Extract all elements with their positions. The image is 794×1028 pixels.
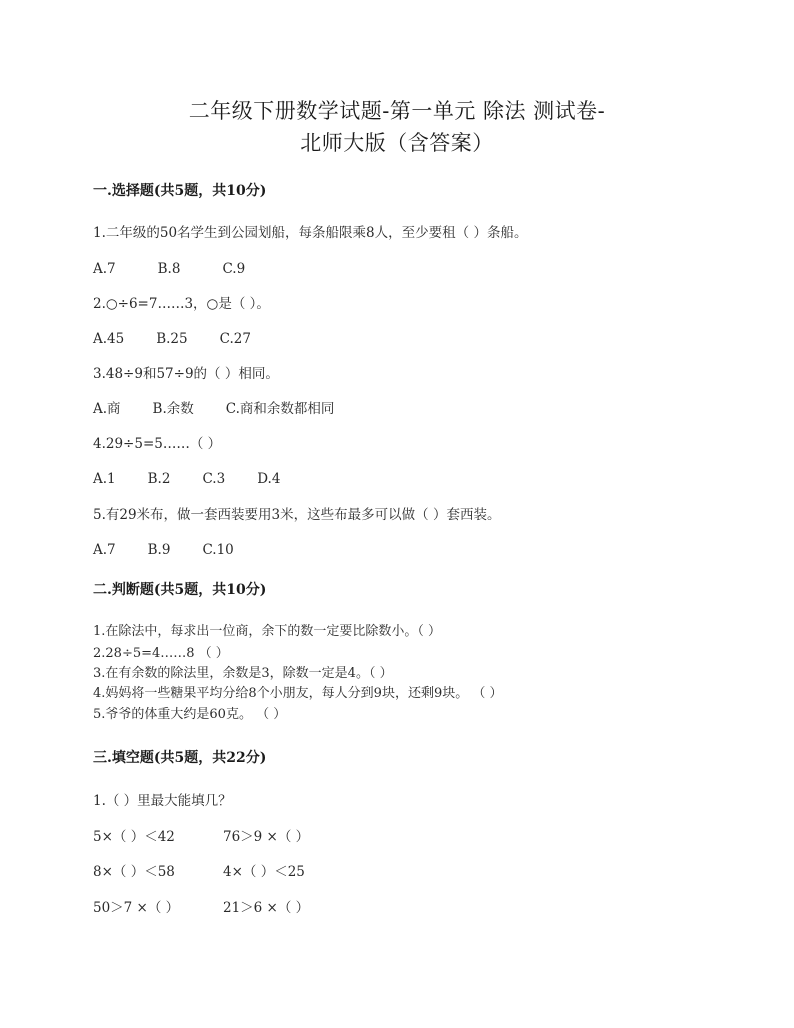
option: A.45: [93, 331, 125, 347]
option: C.9: [222, 261, 246, 277]
question-4-options: [93, 469, 280, 489]
section1-heading: 一.选择题(共5题，共10分): [93, 183, 267, 199]
fill-blank: 76＞9 ×（ ）: [223, 829, 310, 845]
option: B.2: [147, 471, 171, 487]
question-5: 5.有29米布，做一套西装要用3米，这些布最多可以做（ ）套西装。: [93, 507, 501, 523]
option: A.商: [93, 401, 121, 417]
option: A.1: [93, 471, 116, 487]
option: D.4: [257, 471, 281, 487]
question-2: 2.○÷6=7……3，○是（ ）。: [93, 296, 270, 312]
option: B.9: [147, 542, 171, 558]
option: B.余数: [152, 401, 194, 417]
option: C.10: [202, 542, 234, 558]
section2-heading: 二.判断题(共5题，共10分): [93, 582, 267, 598]
fill-row-3: [93, 898, 309, 918]
option: C.3: [202, 471, 226, 487]
question-5-options: [93, 540, 234, 560]
fill-row-1: [93, 827, 309, 847]
judge-item-2: 2.28÷5=4……8 （ ）: [93, 646, 229, 661]
fill-blank: 8×（ ）＜58: [93, 864, 175, 880]
judge-item-5: 5.爷爷的体重大约是60克。 （ ）: [93, 707, 287, 722]
fill-row-2: [93, 862, 305, 882]
question-4: 4.29÷5=5……（ ）: [93, 436, 222, 452]
fill-blank: 5×（ ）＜42: [93, 829, 175, 845]
judge-item-1: 1.在除法中，每求出一位商，余下的数一定要比除数小。（ ）: [93, 624, 442, 639]
page-title-line2: 北师大版（含答案）: [300, 131, 494, 155]
question-1: 1.二年级的50名学生到公园划船，每条船限乘8人，至少要租（ ）条船。: [93, 225, 528, 241]
option: B.25: [156, 331, 188, 347]
option: C.商和余数都相同: [225, 401, 335, 417]
fill-blank: 4×（ ）＜25: [223, 864, 305, 880]
fill-blank: 50＞7 ×（ ）: [93, 900, 180, 916]
fill-blank: 21＞6 ×（ ）: [223, 900, 310, 916]
option: A.7: [93, 542, 116, 558]
page-title-line1: 二年级下册数学试题-第一单元 除法 测试卷-: [188, 99, 606, 123]
question-1-options: [93, 259, 245, 279]
fill-question-1: 1.（ ）里最大能填几？: [93, 793, 232, 809]
option: C.27: [219, 331, 251, 347]
question-3: 3.48÷9和57÷9的（ ）相同。: [93, 366, 279, 382]
judge-item-3: 3.在有余数的除法里，余数是3，除数一定是4。（ ）: [93, 666, 393, 681]
question-3-options: [93, 399, 334, 419]
section3-heading: 三.填空题(共5题，共22分): [93, 750, 267, 766]
option: A.7: [93, 261, 116, 277]
question-2-options: [93, 329, 251, 349]
option: B.8: [157, 261, 181, 277]
judge-item-4: 4.妈妈将一些糖果平均分给8个小朋友，每人分到9块，还剩9块。 （ ）: [93, 686, 503, 701]
